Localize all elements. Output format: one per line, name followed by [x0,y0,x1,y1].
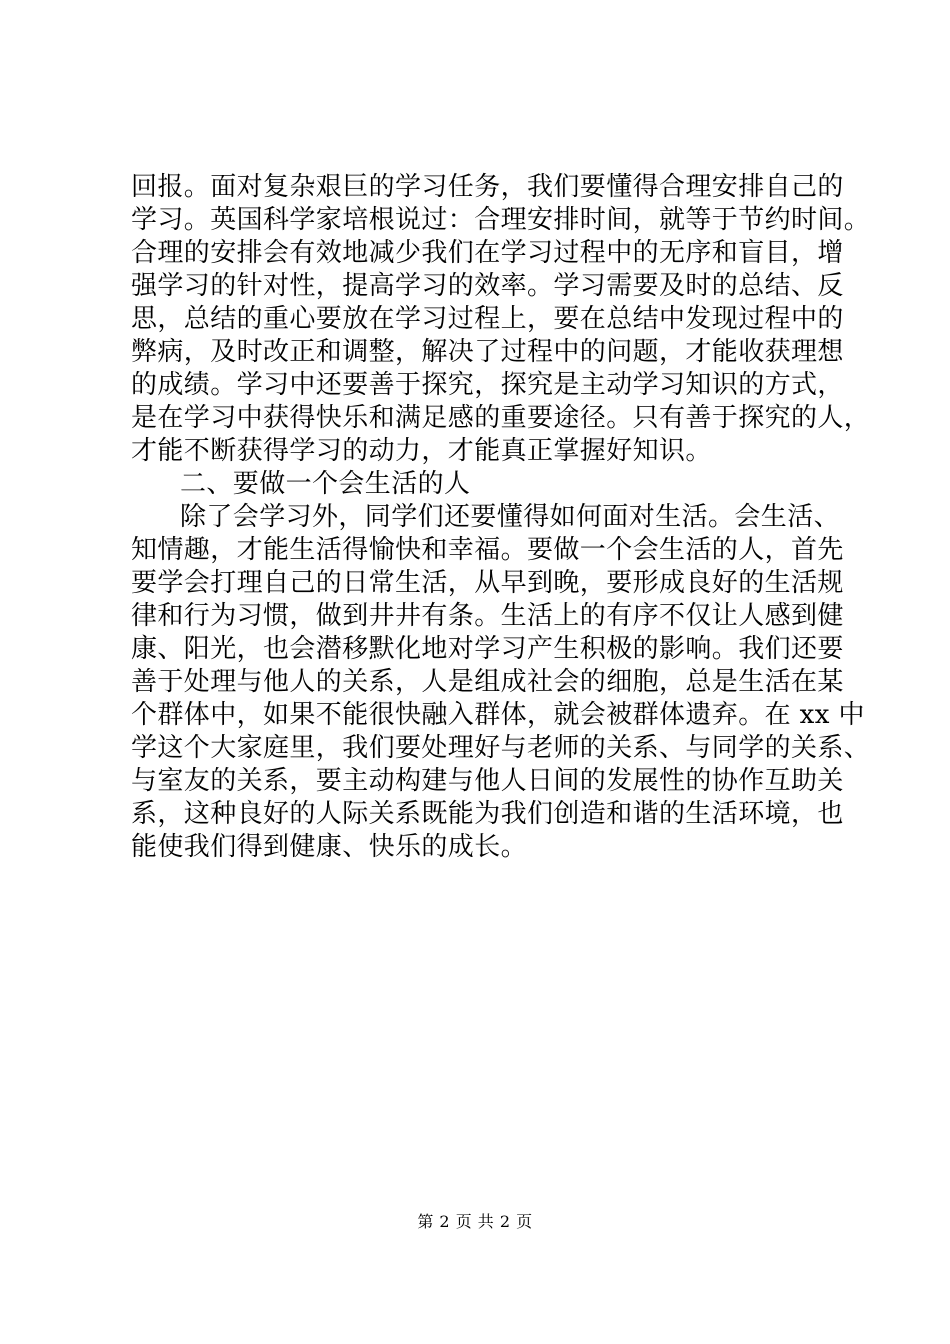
paragraph-line: 个群体中，如果不能很快融入群体，就会被群体遗弃。在 xx 中 [131,700,865,730]
paragraph-line: 系，这种良好的人际关系既能为我们创造和谐的生活环境，也 [131,799,844,829]
paragraph-line: 知情趣，才能生活得愉快和幸福。要做一个会生活的人，首先 [131,535,844,565]
paragraph-line: 康、阳光，也会潜移默化地对学习产生积极的影响。我们还要 [131,634,844,664]
paragraph-line: 善于处理与他人的关系，人是组成社会的细胞，总是生活在某 [131,667,844,697]
page-number-footer: 第 2 页 共 2 页 [417,1212,533,1231]
paragraph-line: 与室友的关系，要主动构建与他人日间的发展性的协作互助关 [131,766,844,796]
paragraph-line: 学习。英国科学家培根说过：合理安排时间，就等于节约时间。 [131,205,871,235]
paragraph-line: 要学会打理自己的日常生活，从早到晚，要形成良好的生活规 [131,568,844,598]
paragraph-line: 弊病，及时改正和调整，解决了过程中的问题，才能收获理想 [131,337,844,367]
paragraph-line: 回报。面对复杂艰巨的学习任务，我们要懂得合理安排自己的 [131,172,844,202]
paragraph-line: 律和行为习惯，做到井井有条。生活上的有序不仅让人感到健 [131,601,844,631]
paragraph-line: 才能不断获得学习的动力，才能真正掌握好知识。 [131,436,712,466]
paragraph-line: 的成绩。学习中还要善于探究，探究是主动学习知识的方式， [131,370,844,400]
paragraph-line: 是在学习中获得快乐和满足感的重要途径。只有善于探究的人， [131,403,871,433]
paragraph-line: 能使我们得到健康、快乐的成长。 [131,832,528,862]
paragraph-line: 思，总结的重心要放在学习过程上，要在总结中发现过程中的 [131,304,844,334]
section-heading: 二、要做一个会生活的人 [180,469,471,499]
paragraph-line: 强学习的针对性，提高学习的效率。学习需要及时的总结、反 [131,271,844,301]
paragraph-line: 除了会学习外，同学们还要懂得如何面对生活。会生活、 [180,502,841,532]
paragraph-line: 学这个大家庭里，我们要处理好与老师的关系、与同学的关系、 [131,733,871,763]
paragraph-line: 合理的安排会有效地减少我们在学习过程中的无序和盲目，增 [131,238,844,268]
